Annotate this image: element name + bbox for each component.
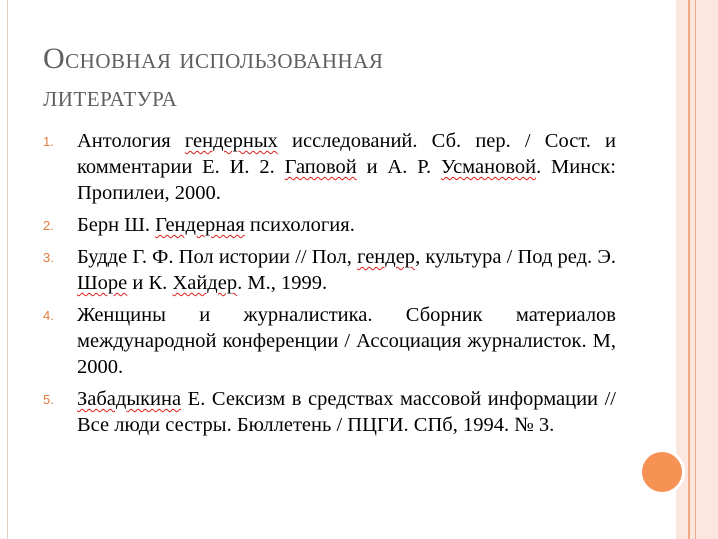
reference-number: 3. [43,250,54,265]
reference-text-part: и К. [127,272,173,294]
reference-text-part: Е. Сексизм в средствах массовой информации // Все люди сестры. Бюллетень / ПЦГИ. СПб, 1994. № 3. [77,388,616,436]
reference-text-part: и А. Р. [356,156,442,178]
spellcheck-word: Гендерная [155,214,245,236]
reference-item [43,386,616,438]
reference-text-part: Женщины и журналистика. Сборник материалов международной конференции / Ассоциация журналисток. М, 2000. [77,304,616,378]
decorative-circle [639,449,685,495]
reference-item [43,212,616,238]
spellcheck-word: Забадыкина [77,388,182,410]
reference-text [77,214,355,236]
reference-text [77,246,616,294]
reference-item [43,244,616,296]
reference-number: 5. [43,392,54,407]
reference-list [43,128,616,444]
left-border-line [7,0,8,539]
reference-text [77,304,616,378]
spellcheck-word: Гаповой [284,156,357,178]
spellcheck-word: Шоре [77,272,128,294]
right-decorative-line [695,0,696,539]
right-decorative-line [688,0,690,539]
reference-text-part: , культура / Под ред. Э. [415,246,616,268]
reference-item [43,302,616,380]
reference-item [43,128,616,206]
reference-text [77,388,616,436]
reference-number: 2. [43,218,54,233]
spellcheck-word: гендерных [184,130,278,152]
reference-text [77,130,616,204]
reference-text-part: . Минск: Пропилеи, 2000. [77,156,616,204]
slide-title-line-2: литература [43,80,178,113]
spellcheck-word: гендер [357,246,416,268]
slide-title-line-1: Основная использованная [43,42,384,75]
spellcheck-word: Хайдер [172,272,238,294]
spellcheck-word: Усмановой [441,156,537,178]
right-decorative-band [676,0,718,539]
reference-number: 4. [43,308,54,323]
reference-text-part: Будде Г. Ф. Пол истории // Пол, [77,246,358,268]
reference-text-part: Антология [77,130,185,152]
reference-text-part: Берн Ш. [77,214,156,236]
reference-text-part: исследований. Сб. пер. / Сост. и комментарии Е. И. 2. [77,130,616,178]
reference-text-part: . М., 1999. [237,272,328,294]
reference-number: 1. [43,134,54,149]
reference-text-part: психология. [244,214,355,236]
slide-title [43,40,643,116]
